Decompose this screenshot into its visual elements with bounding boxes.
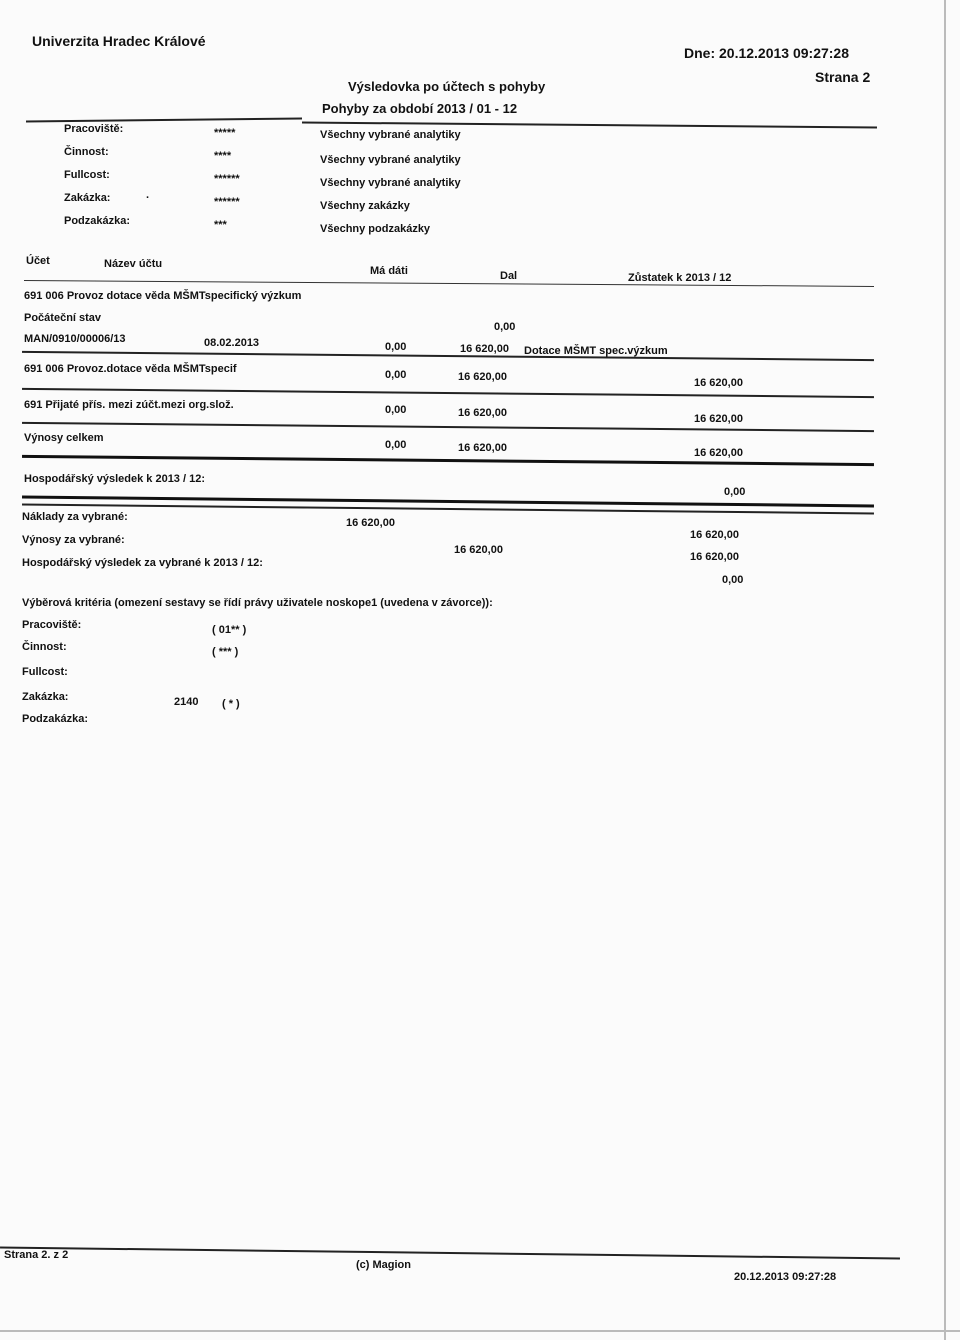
filter-label: Pracoviště: [64, 123, 124, 135]
print-date: Dne: 20.12.2013 09:27:28 [684, 45, 849, 61]
col-credit: Dal [500, 270, 518, 282]
col-balance: Zůstatek k 2013 / 12 [628, 272, 732, 284]
footer-copyright: (c) Magion [356, 1259, 411, 1271]
filter-label: Fullcost: [64, 169, 110, 181]
selected-result-value: 0,00 [722, 574, 744, 586]
header-rule-left [26, 118, 302, 123]
document-number: MAN/0910/00006/13 [24, 333, 126, 345]
subtotal-rule [22, 388, 874, 398]
subtotal-group-credit: 16 620,00 [458, 407, 507, 419]
criteria-heading: Výběrová kritéria (omezení sestavy se řídí právy uživatele noskope1 (uvedena v závorce)): [22, 597, 493, 609]
document-credit: 16 620,00 [460, 343, 509, 355]
criteria-value: 2140 [174, 696, 199, 708]
document-text: Dotace MŠMT spec.výzkum [524, 345, 668, 357]
selected-revenues-balance: 16 620,00 [690, 551, 739, 563]
subtotal-group-label: 691 Přijaté přís. mezi zúčt.mezi org.slož. [24, 399, 234, 411]
revenues-rule [22, 455, 874, 466]
subtotal-account-balance: 16 620,00 [694, 377, 743, 389]
subtotal-account-debit: 0,00 [385, 369, 407, 381]
revenues-total-debit: 0,00 [385, 439, 407, 451]
col-debit: Má dáti [370, 265, 408, 277]
col-account: Účet [26, 255, 50, 267]
filter-mask: **** [214, 150, 232, 162]
filter-label: Činnost: [64, 146, 109, 158]
header-rule-right [302, 121, 877, 128]
report-title: Výsledovka po účtech s pohyby [348, 79, 546, 94]
criteria-label: Činnost: [22, 641, 67, 653]
scan-edge-bottom [0, 1330, 960, 1332]
criteria-label: Fullcost: [22, 666, 68, 678]
criteria-paren: ( 01** ) [212, 624, 247, 636]
organization-name: Univerzita Hradec Králové [32, 33, 206, 49]
detail-rule [22, 351, 874, 361]
filter-mask: ****** [214, 196, 240, 208]
subtotal-group-debit: 0,00 [385, 404, 407, 416]
opening-credit: 0,00 [494, 321, 516, 333]
selected-costs-label: Náklady za vybrané: [22, 511, 128, 523]
filter-mask: *** [214, 219, 227, 231]
criteria-paren: ( *** ) [212, 646, 239, 658]
revenues-total-balance: 16 620,00 [694, 447, 743, 459]
filter-label: Zakázka: [64, 192, 111, 204]
subtotal-account-credit: 16 620,00 [458, 371, 507, 383]
result-value: 0,00 [724, 486, 746, 498]
filter-value: Všechny vybrané analytiky [320, 177, 461, 189]
report-period: Pohyby za období 2013 / 01 - 12 [322, 101, 518, 116]
subtotal-account-label: 691 006 Provoz.dotace věda MŠMTspecif [24, 363, 237, 375]
criteria-paren: ( * ) [222, 698, 240, 710]
opening-label: Počáteční stav [24, 312, 102, 324]
result-label: Hospodářský výsledek k 2013 / 12: [24, 473, 205, 485]
selected-revenues-label: Výnosy za vybrané: [22, 534, 125, 546]
criteria-label: Pracoviště: [22, 619, 82, 631]
revenues-total-credit: 16 620,00 [458, 442, 507, 454]
filter-value: Všechny podzakázky [320, 223, 431, 235]
subtotal-group-balance: 16 620,00 [694, 413, 743, 425]
document-debit: 0,00 [385, 341, 407, 353]
revenues-total-label: Výnosy celkem [24, 432, 104, 444]
footer-rule [0, 1247, 900, 1260]
selected-costs-debit: 16 620,00 [346, 517, 395, 529]
group-rule [22, 422, 874, 432]
document-date: 08.02.2013 [204, 337, 260, 349]
filter-value: Všechny vybrané analytiky [320, 129, 461, 141]
filter-value: Všechny zakázky [320, 200, 410, 212]
column-rule [24, 280, 874, 287]
footer-timestamp: 20.12.2013 09:27:28 [734, 1271, 837, 1283]
selected-costs-balance: 16 620,00 [690, 529, 739, 541]
col-name: Název účtu [104, 258, 163, 270]
filter-mask: ***** [214, 127, 236, 139]
filter-mask: ****** [214, 173, 240, 185]
selected-result-label: Hospodářský výsledek za vybrané k 2013 / 12: [22, 557, 263, 569]
criteria-label: Zakázka: [22, 691, 69, 703]
account-header: 691 006 Provoz dotace věda MŠMTspecifický výzkum [24, 290, 302, 302]
selected-revenues-credit: 16 620,00 [454, 544, 503, 556]
scan-edge-right [944, 0, 946, 1340]
filter-bullet: · [146, 192, 150, 204]
footer-page: Strana 2. z 2 [4, 1249, 69, 1261]
page-number: Strana 2 [815, 69, 871, 85]
filter-label: Podzakázka: [64, 215, 131, 227]
filter-value: Všechny vybrané analytiky [320, 154, 461, 166]
criteria-label: Podzakázka: [22, 713, 89, 725]
